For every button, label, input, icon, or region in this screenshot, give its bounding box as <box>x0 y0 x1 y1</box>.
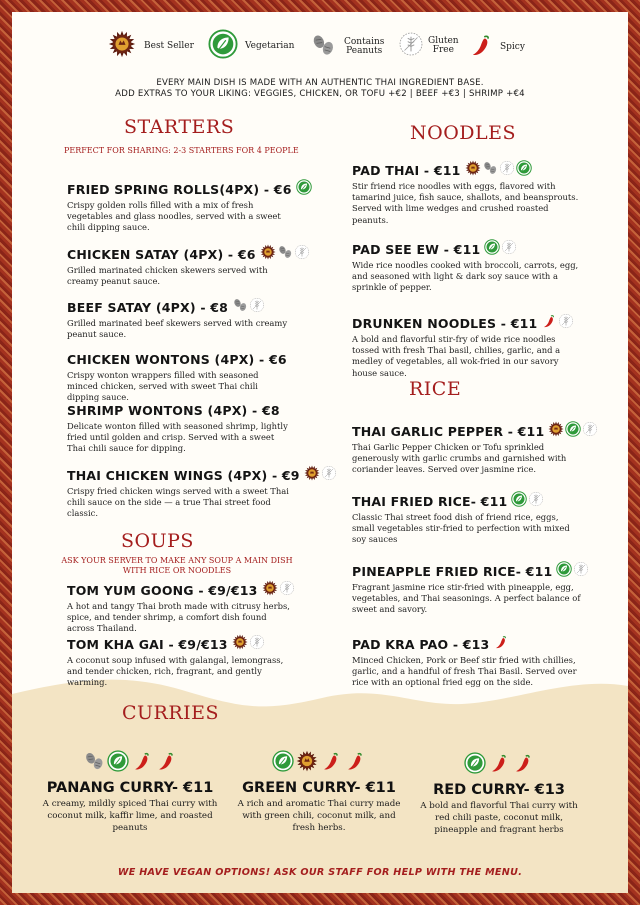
menu-item <box>67 298 289 340</box>
curry-name: GREEN CURRY- €11 <box>242 780 396 796</box>
menu-item-name: THAI CHICKEN WINGS (4PX) - €9 <box>67 467 300 483</box>
spicy-icon <box>488 752 510 778</box>
curry-description: A bold and flavorful Thai curry with red chili paste, coconut milk, pineapple and fragrant herbs <box>420 801 578 835</box>
rice-title: RICE <box>409 378 462 400</box>
gluten-free-icon <box>499 160 515 180</box>
menu-item-description: A hot and tangy Thai broth made with citrusy herbs, spice, and tender shrimp, a comfort dish found across Thailand. <box>67 601 290 634</box>
menu-item <box>67 180 292 234</box>
legend-vegetarian <box>208 29 294 63</box>
legend-gluten-free <box>398 31 459 61</box>
gluten-free-icon <box>294 244 310 264</box>
curries-title: CURRIES <box>122 702 220 724</box>
menu-item-header <box>67 635 292 653</box>
menu-item-header <box>352 635 582 653</box>
best-seller-icon <box>304 465 320 485</box>
menu-item-description: Thai Garlic Pepper Chicken or Tofu sprinkled generously with garlic crumbs and garnished with coriander leaves. Served over jasmine rice. <box>352 442 567 475</box>
vegetarian-icon <box>107 750 129 776</box>
gluten-free-icon <box>249 634 265 654</box>
menu-item-description: Minced Chicken, Pork or Beef stir fried with chillies, garlic, and a handful of fresh Thai Basil. Served over rice with an optional fried egg on the side. <box>352 655 577 688</box>
menu-item <box>67 581 292 635</box>
menu-item-description: Crispy wonton wrappers filled with seasoned minced chicken, served with sweet Thai chili dipping sauce. <box>67 370 259 403</box>
menu-item <box>352 492 582 546</box>
menu-item <box>67 245 289 287</box>
spicy-icon <box>493 634 509 654</box>
menu-item-header <box>67 180 292 198</box>
soups-title: SOUPS <box>121 530 194 552</box>
menu-item-description: Delicate wonton filled with seasoned shrimp, lightly fried until golden and crisp. Served with a sweet Thai chili sauce for dipping. <box>67 421 288 454</box>
curry-name: PANANG CURRY- €11 <box>46 780 214 796</box>
menu-item-header <box>67 581 292 599</box>
best-seller-icon <box>465 160 481 180</box>
best-seller-icon <box>262 580 278 600</box>
curry-icons <box>234 750 404 776</box>
spicy-icon <box>344 750 366 776</box>
menu-item <box>352 240 582 294</box>
menu-item-name: TOM KHA GAI - €9/€13 <box>67 636 228 652</box>
menu-item <box>352 314 582 379</box>
intro-line: ADD EXTRAS TO YOUR LIKING: VEGGIES, CHICKEN, OR TOFU +€2 | BEEF +€3 | SHRIMP +€4 <box>115 89 525 99</box>
menu-item-name: THAI GARLIC PEPPER - €11 <box>352 423 545 439</box>
menu-item-description: A bold and flavorful stir-fry of wide rice noodles tossed with fresh Thai basil, chilies, garlic, and a medley of vegetables, all wok-fried in our savory house sauce. <box>352 334 561 378</box>
soups-note-line: ASK YOUR SERVER TO MAKE ANY SOUP A MAIN DISH <box>61 556 293 565</box>
legend-label: Contains Peanuts <box>344 37 385 56</box>
vegetarian-icon <box>516 160 532 180</box>
spicy-icon <box>320 750 342 776</box>
menu-item <box>352 422 582 476</box>
menu-item-description: Stir friend rice noodles with eggs, flavored with tamarind juice, fish sauce, shallots, and beansprouts. Served with lime wedges and crushed roasted peanuts. <box>352 181 579 225</box>
peanuts-icon <box>277 244 293 264</box>
menu-item-description: Fragrant jasmine rice stir-fried with pineapple, egg, vegetables, and Thai seasonings. A perfect balance of sweet and savory. <box>352 582 581 615</box>
menu-item-name: CHICKEN SATAY (4PX) - €6 <box>67 246 256 262</box>
menu-item <box>67 350 289 404</box>
menu-item-description: Grilled marinated beef skewers served with creamy peanut sauce. <box>67 318 288 340</box>
vegetarian-icon <box>484 239 500 259</box>
gluten-free-icon <box>558 313 574 333</box>
starters-title: STARTERS <box>124 116 235 138</box>
best-seller-icon <box>296 750 318 776</box>
vegan-note: WE HAVE VEGAN OPTIONS! ASK OUR STAFF FOR HELP WITH THE MENU. <box>117 867 523 878</box>
peanuts-icon <box>232 297 248 317</box>
spicy-icon <box>512 752 534 778</box>
soups-note-line: WITH RICE OR NOODLES <box>122 566 232 575</box>
vegetarian-icon <box>511 491 527 511</box>
menu-item-name: PAD THAI - €11 <box>352 162 461 178</box>
curry-item <box>40 750 220 834</box>
menu-item-header <box>352 240 582 258</box>
peanuts-icon <box>310 32 336 62</box>
menu-item-description: Crispy fried chicken wings served with a sweet Thai chili sauce on the side — a true Thai street food classic. <box>67 486 289 519</box>
menu-item-header <box>67 350 289 368</box>
peanuts-icon <box>83 750 105 776</box>
legend-label: Best Seller <box>144 40 194 51</box>
gluten-free-icon <box>528 491 544 511</box>
spicy-icon <box>155 750 177 776</box>
menu-item-name: DRUNKEN NOODLES - €11 <box>352 315 538 331</box>
menu-item-header <box>67 401 289 419</box>
menu-item-header <box>67 466 300 484</box>
curry-description: A rich and aromatic Thai curry made with green chili, coconut milk, and fresh herbs. <box>237 799 401 833</box>
gluten-free-icon <box>279 580 295 600</box>
spicy-icon <box>468 32 494 62</box>
gluten-free-icon <box>573 561 589 581</box>
menu-item-header <box>352 422 582 440</box>
noodles-title: NOODLES <box>410 122 517 144</box>
gluten-free-icon <box>501 239 517 259</box>
menu-item-header <box>352 314 582 332</box>
spicy-icon <box>131 750 153 776</box>
vegetarian-icon <box>464 752 486 778</box>
menu-item-description: Classic Thai street food dish of friend rice, eggs, small vegetables stir-fried to perfection with mixed soy sauces <box>352 512 570 545</box>
menu-item-header <box>352 161 582 179</box>
best-seller-icon <box>108 30 136 62</box>
gluten-free-icon <box>249 297 265 317</box>
menu-item-header <box>67 245 289 263</box>
menu-item <box>352 161 582 226</box>
peanuts-icon <box>482 160 498 180</box>
curry-icons <box>40 750 220 776</box>
menu-item <box>67 401 289 455</box>
gluten-free-icon <box>582 421 598 441</box>
curry-description: A creamy, mildly spiced Thai curry with coconut milk, kaffir lime, and roasted peanuts <box>42 799 218 833</box>
intro-line: EVERY MAIN DISH IS MADE WITH AN AUTHENTIC THAI INGREDIENT BASE. <box>156 78 484 88</box>
menu-item-header <box>67 298 289 316</box>
menu-item-name: SHRIMP WONTONS (4PX) - €8 <box>67 402 280 418</box>
menu-item-description: Crispy golden rolls filled with a mix of fresh vegetables and glass noodles, served with a sweet chili dipping sauce. <box>67 200 281 233</box>
curry-name: RED CURRY- €13 <box>433 782 565 798</box>
gluten-free-icon <box>398 31 424 61</box>
menu-item-name: TOM YUM GOONG - €9/€13 <box>67 582 258 598</box>
legend-label: Vegetarian <box>245 40 295 51</box>
vegetarian-icon <box>208 29 238 63</box>
menu-item-name: BEEF SATAY (4PX) - €8 <box>67 299 229 315</box>
gluten-free-icon <box>321 465 337 485</box>
vegetarian-icon <box>296 179 312 199</box>
menu-item-description: A coconut soup infused with galangal, lemongrass, and tender chicken, rich, fragrant, and gently warming. <box>67 655 284 688</box>
curry-item <box>234 750 404 834</box>
menu-item-header <box>352 562 582 580</box>
legend-spicy <box>468 32 525 62</box>
menu-item <box>352 635 582 689</box>
vegetarian-icon <box>556 561 572 581</box>
best-seller-icon <box>232 634 248 654</box>
legend-peanuts <box>310 32 384 62</box>
menu-item-name: CHICKEN WONTONS (4PX) - €6 <box>67 351 287 367</box>
menu-item <box>67 466 300 520</box>
soups-note <box>52 556 302 576</box>
curry-item <box>414 752 584 836</box>
menu-item-name: PINEAPPLE FRIED RICE- €11 <box>352 563 553 579</box>
spicy-icon <box>541 313 557 333</box>
menu-item-name: PAD KRA PAO - €13 <box>352 636 490 652</box>
legend-label: Gluten Free <box>428 36 459 55</box>
menu-item-description: Wide rice noodles cooked with broccoli, carrots, egg, and seasoned with light & dark soy sauce with a sprinkle of pepper. <box>352 260 579 293</box>
best-seller-icon <box>548 421 564 441</box>
best-seller-icon <box>260 244 276 264</box>
vegetarian-icon <box>565 421 581 441</box>
menu-item-header <box>352 492 582 510</box>
curry-icons <box>414 752 584 778</box>
legend-best-seller <box>108 30 194 62</box>
menu-item-description: Grilled marinated chicken skewers served with creamy peanut sauce. <box>67 265 268 287</box>
intro-note <box>12 78 628 100</box>
menu-page <box>12 12 628 893</box>
legend-label: Spicy <box>500 41 525 52</box>
vegetarian-icon <box>272 750 294 776</box>
menu-item <box>67 635 292 689</box>
menu-item-name: FRIED SPRING ROLLS(4PX) - €6 <box>67 181 292 197</box>
menu-item-name: PAD SEE EW - €11 <box>352 241 481 257</box>
menu-item <box>352 562 582 616</box>
menu-item-name: THAI FRIED RICE- €11 <box>352 493 508 509</box>
starters-note: PERFECT FOR SHARING: 2-3 STARTERS FOR 4 PEOPLE <box>64 146 299 155</box>
